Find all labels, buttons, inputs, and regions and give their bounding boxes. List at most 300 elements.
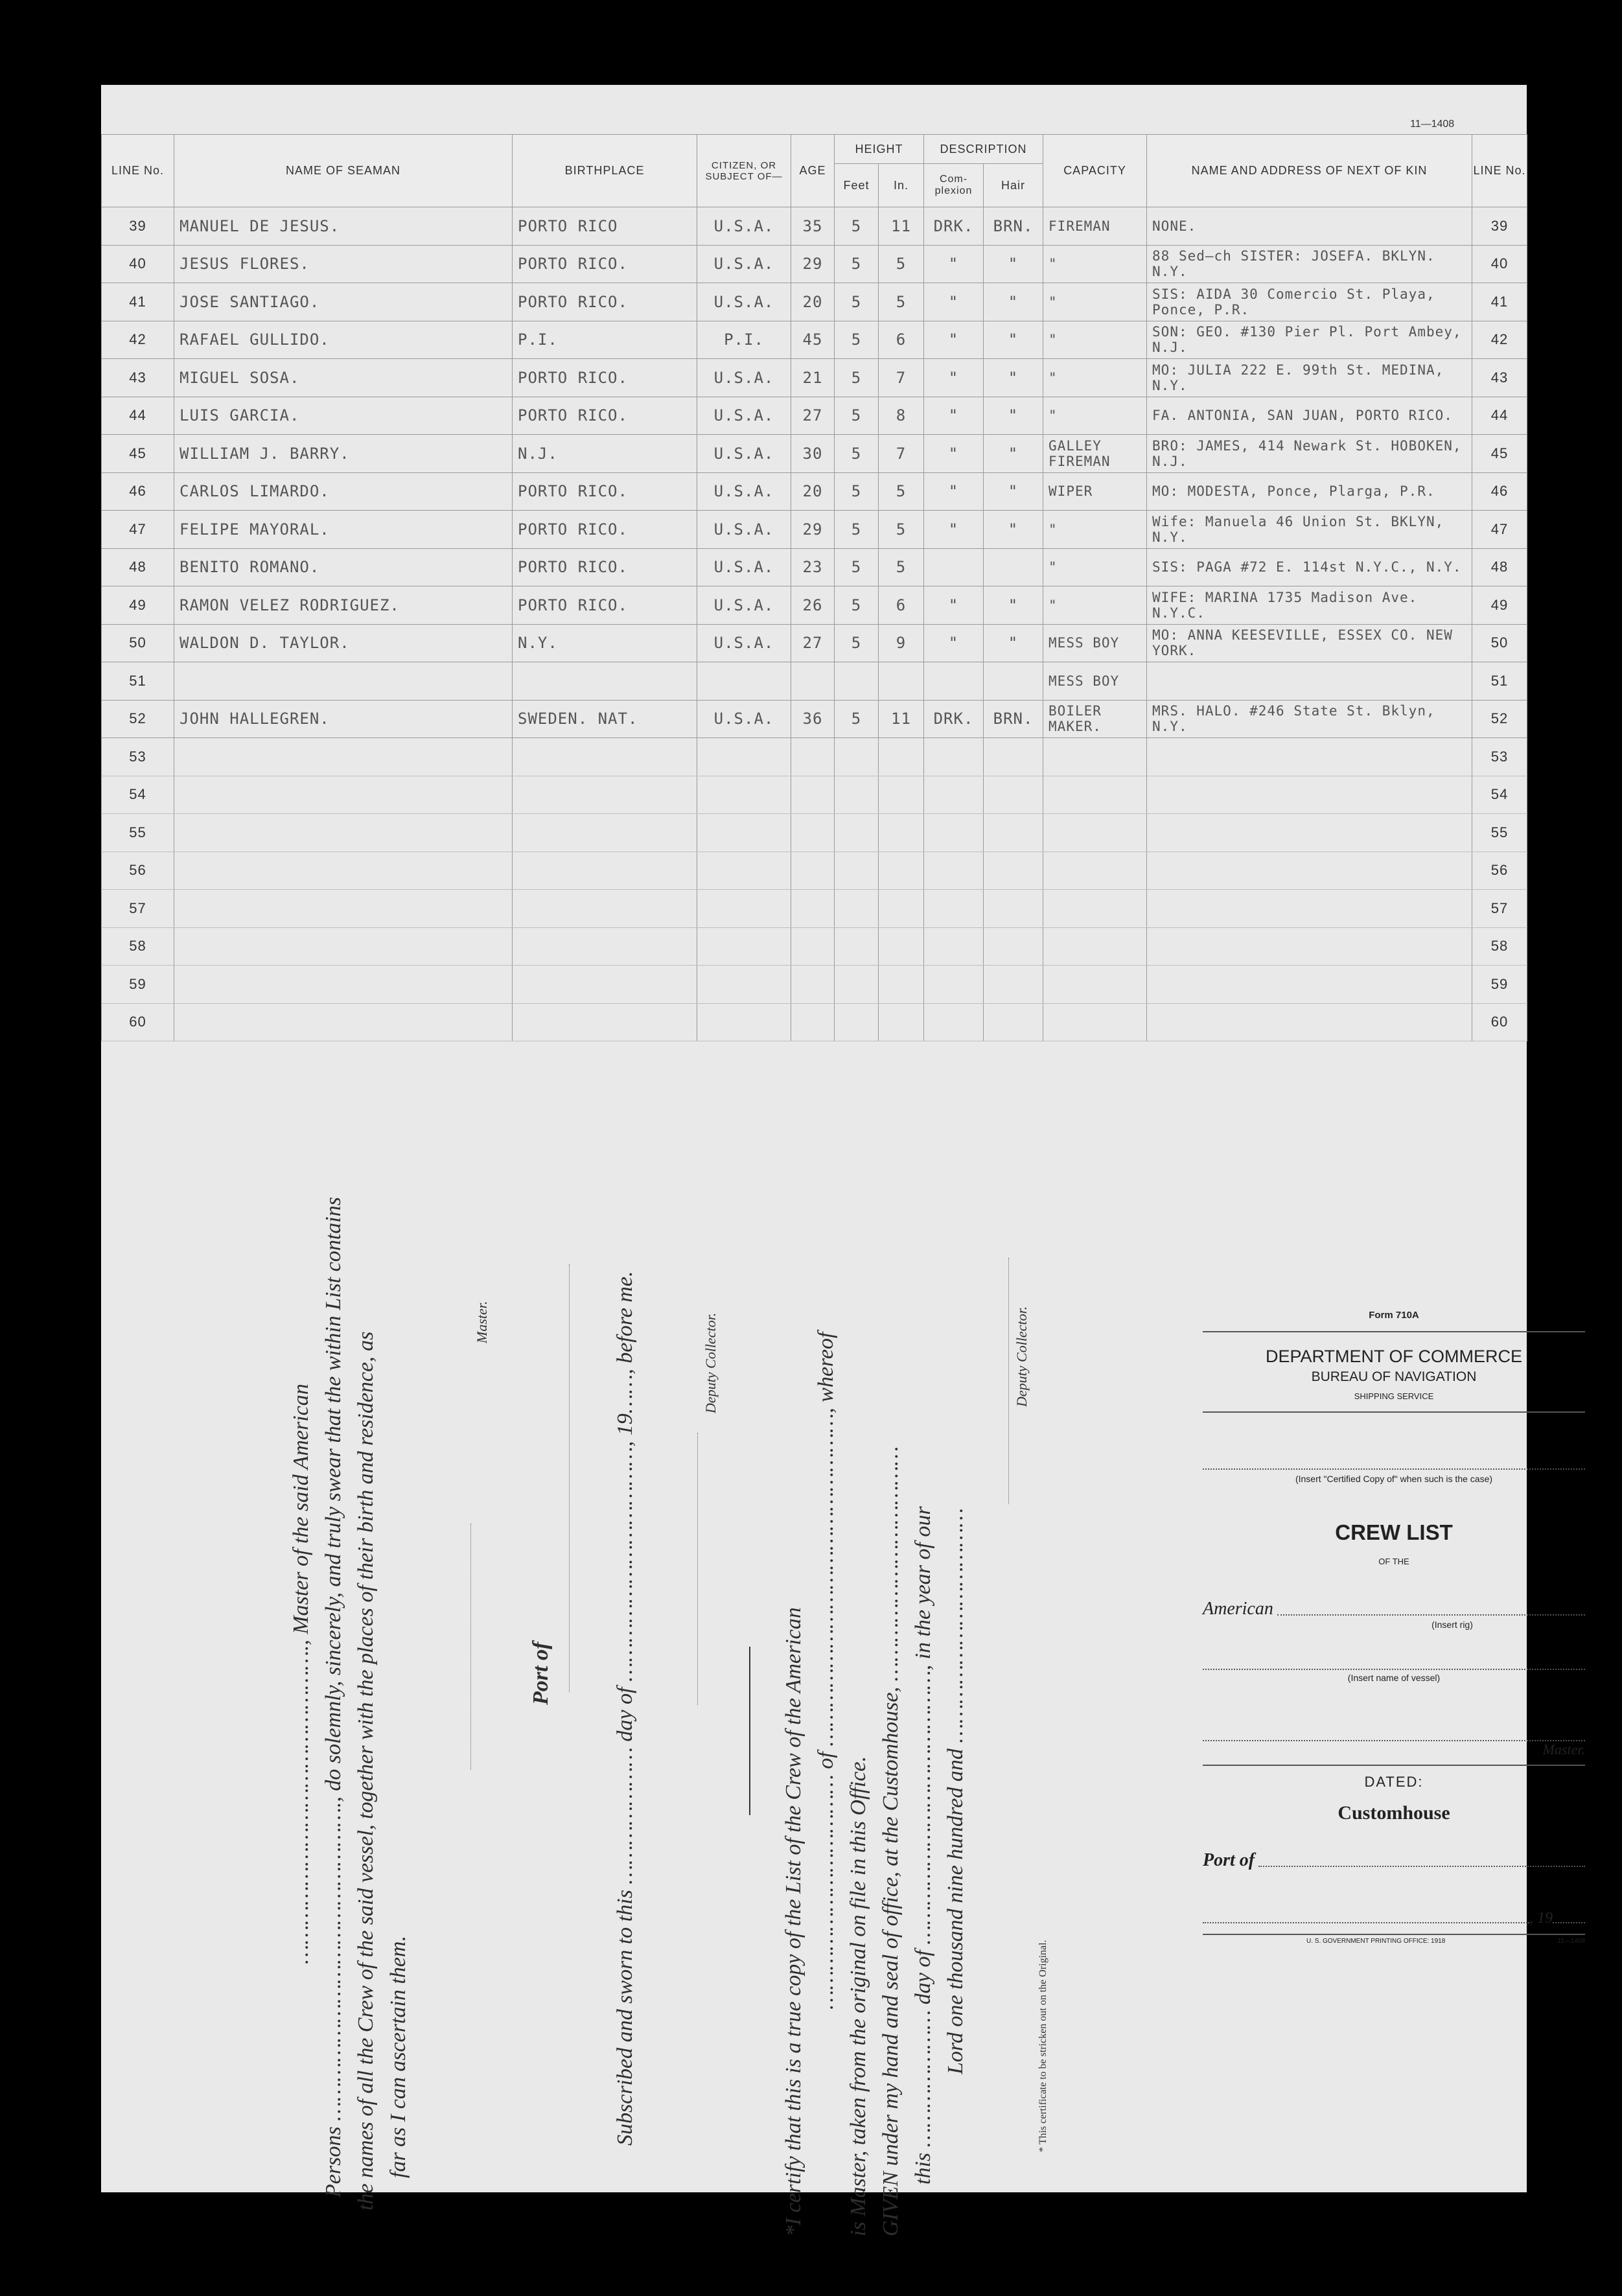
line-no-right-cell: 43 <box>1472 359 1527 397</box>
complexion-cell: " <box>924 586 984 625</box>
height-inches-cell: 11 <box>879 700 924 738</box>
header-age: AGE <box>791 135 835 207</box>
complexion-cell: " <box>924 624 984 662</box>
height-inches-cell: 9 <box>879 624 924 662</box>
port-of-line <box>569 1264 570 1692</box>
birthplace-cell: PORTO RICO. <box>513 283 697 321</box>
dated-label: DATED: <box>1364 1774 1424 1790</box>
height-inches-cell: 5 <box>879 472 924 511</box>
height-inches-cell: 11 <box>879 207 924 246</box>
complexion-cell: " <box>924 321 984 359</box>
capacity-cell <box>1043 738 1147 776</box>
capacity-cell: " <box>1043 397 1147 435</box>
birthplace-cell <box>513 890 697 928</box>
next-of-kin-cell <box>1147 890 1472 928</box>
age-cell <box>791 966 835 1004</box>
crew-table <box>101 134 1527 1041</box>
height-inches-cell <box>879 814 924 852</box>
table-row <box>102 397 1527 435</box>
complexion-cell: " <box>924 511 984 549</box>
birthplace-cell: PORTO RICO. <box>513 397 697 435</box>
line-no-cell: 51 <box>102 662 174 701</box>
birthplace-cell: SWEDEN. NAT. <box>513 700 697 738</box>
hair-cell: BRN. <box>984 700 1043 738</box>
seaman-name-cell: CARLOS LIMARDO. <box>174 472 513 511</box>
citizenship-cell <box>697 966 791 1004</box>
line-no-cell: 53 <box>102 738 174 776</box>
height-feet-cell: 5 <box>835 586 879 625</box>
line-no-cell: 40 <box>102 245 174 283</box>
next-of-kin-cell: 88 Sed—ch SISTER: JOSEFA. BKLYN. N.Y. <box>1147 245 1472 283</box>
header-citizen: CITIZEN, OR SUBJECT OF— <box>697 135 791 207</box>
seaman-name-cell: RAFAEL GULLIDO. <box>174 321 513 359</box>
line-no-right-cell: 58 <box>1472 927 1527 966</box>
seaman-name-cell <box>174 776 513 814</box>
line-no-right-cell: 45 <box>1472 435 1527 473</box>
line-no-cell: 49 <box>102 586 174 625</box>
age-cell <box>791 738 835 776</box>
height-inches-cell <box>879 966 924 1004</box>
line-no-right-cell: 54 <box>1472 776 1527 814</box>
capacity-cell: " <box>1043 245 1147 283</box>
header-line-no-right: LINE No. <box>1472 135 1527 207</box>
age-cell <box>791 927 835 966</box>
table-row <box>102 624 1527 662</box>
complexion-cell: " <box>924 397 984 435</box>
oath-line-4: far as I can ascertain them. <box>386 1936 410 2178</box>
header-next-of-kin: NAME AND ADDRESS OF NEXT OF KIN <box>1147 135 1472 207</box>
height-inches-cell <box>879 1003 924 1041</box>
hair-cell: " <box>984 435 1043 473</box>
port-field <box>1258 1866 1585 1867</box>
age-cell <box>791 662 835 701</box>
hair-cell <box>984 890 1043 928</box>
capacity-cell: " <box>1043 548 1147 586</box>
height-feet-cell: 5 <box>835 700 879 738</box>
oath-line-3: the names of all the Crew of the said vessel, together with the places of their birth and residence, as <box>354 1331 378 2210</box>
insert-rig-note: (Insert rig) <box>1431 1619 1473 1630</box>
next-of-kin-cell: FA. ANTONIA, SAN JUAN, PORTO RICO. <box>1147 397 1472 435</box>
next-of-kin-cell: SIS: PAGA #72 E. 114st N.Y.C., N.Y. <box>1147 548 1472 586</box>
next-of-kin-cell: WIFE: MARINA 1735 Madison Ave. N.Y.C. <box>1147 586 1472 625</box>
citizenship-cell: U.S.A. <box>697 548 791 586</box>
citizenship-cell: U.S.A. <box>697 397 791 435</box>
height-feet-cell <box>835 738 879 776</box>
age-cell: 27 <box>791 624 835 662</box>
hair-cell <box>984 662 1043 701</box>
complexion-cell: " <box>924 359 984 397</box>
birthplace-cell <box>513 1003 697 1041</box>
line-no-cell: 45 <box>102 435 174 473</box>
footnote: * This certificate to be stricken out on the Original. <box>1037 1940 1049 2152</box>
birthplace-cell: PORTO RICO. <box>513 245 697 283</box>
complexion-cell <box>924 890 984 928</box>
line-no-right-cell: 40 <box>1472 245 1527 283</box>
table-row <box>102 435 1527 473</box>
citizenship-cell <box>697 1003 791 1041</box>
citizenship-cell <box>697 852 791 890</box>
age-cell <box>791 890 835 928</box>
line-no-right-cell: 41 <box>1472 283 1527 321</box>
american-label: American <box>1203 1599 1273 1619</box>
age-cell <box>791 1003 835 1041</box>
next-of-kin-cell <box>1147 776 1472 814</box>
header-feet: Feet <box>835 164 879 207</box>
height-inches-cell: 6 <box>879 586 924 625</box>
hair-cell <box>984 738 1043 776</box>
height-inches-cell <box>879 890 924 928</box>
age-cell: 20 <box>791 472 835 511</box>
seaman-name-cell: WILLIAM J. BARRY. <box>174 435 513 473</box>
hair-cell: " <box>984 283 1043 321</box>
line-no-cell: 52 <box>102 700 174 738</box>
complexion-cell: DRK. <box>924 207 984 246</box>
oath-line-1: …………………………………………., Master of the said American <box>289 1384 313 1964</box>
seaman-name-cell: MANUEL DE JESUS. <box>174 207 513 246</box>
header-height: HEIGHT <box>835 135 924 164</box>
seaman-name-cell: RAMON VELEZ RODRIGUEZ. <box>174 586 513 625</box>
seaman-name-cell: MIGUEL SOSA. <box>174 359 513 397</box>
height-feet-cell: 5 <box>835 245 879 283</box>
next-of-kin-cell <box>1147 738 1472 776</box>
complexion-cell <box>924 927 984 966</box>
next-of-kin-cell: Wife: Manuela 46 Union St. BKLYN, N.Y. <box>1147 511 1472 549</box>
line-no-cell: 59 <box>102 966 174 1004</box>
birthplace-cell <box>513 662 697 701</box>
birthplace-cell <box>513 776 697 814</box>
seaman-name-cell <box>174 890 513 928</box>
cert-line-6: Lord one thousand nine hundred and ……………………………… <box>944 1507 967 2074</box>
birthplace-cell: PORTO RICO. <box>513 511 697 549</box>
next-of-kin-cell: BRO: JAMES, 414 Newark St. HOBOKEN, N.J. <box>1147 435 1472 473</box>
next-of-kin-cell <box>1147 852 1472 890</box>
age-cell: 30 <box>791 435 835 473</box>
height-inches-cell <box>879 852 924 890</box>
cert-line-5: this ………………… day of ……………………………………, in the year of our <box>911 1506 935 2185</box>
citizenship-cell <box>697 814 791 852</box>
hair-cell: " <box>984 245 1043 283</box>
next-of-kin-cell <box>1147 814 1472 852</box>
next-of-kin-cell <box>1147 662 1472 701</box>
birthplace-cell <box>513 927 697 966</box>
hair-cell <box>984 548 1043 586</box>
line-no-cell: 46 <box>102 472 174 511</box>
form-number: 11—1408 <box>1410 119 1455 130</box>
age-cell: 20 <box>791 283 835 321</box>
cert-line-1: *I certify that this is a true copy of the List of the Crew of the American <box>782 1607 805 2236</box>
line-no-cell: 56 <box>102 852 174 890</box>
subscribed-line: Subscribed and sworn to this ………………… day of ………………………………, 19……, before me. <box>613 1271 637 2146</box>
capacity-cell: BOILER MAKER. <box>1043 700 1147 738</box>
complexion-cell <box>924 1003 984 1041</box>
complexion-cell <box>924 548 984 586</box>
deputy-signature-line-2 <box>1008 1258 1009 1504</box>
line-no-cell: 43 <box>102 359 174 397</box>
header-name: NAME OF SEAMAN <box>174 135 513 207</box>
capacity-cell <box>1043 927 1147 966</box>
line-no-right-cell: 44 <box>1472 397 1527 435</box>
capacity-cell <box>1043 966 1147 1004</box>
height-inches-cell <box>879 738 924 776</box>
line-no-right-cell: 51 <box>1472 662 1527 701</box>
capacity-cell: MESS BOY <box>1043 624 1147 662</box>
line-no-right-cell: 42 <box>1472 321 1527 359</box>
of-the-label: OF THE <box>1378 1557 1409 1566</box>
height-feet-cell: 5 <box>835 207 879 246</box>
hair-cell: " <box>984 359 1043 397</box>
header-complexion: Com-plexion <box>924 164 984 207</box>
hair-cell: " <box>984 321 1043 359</box>
deputy-signature-line-1 <box>697 1433 698 1705</box>
line-no-cell: 48 <box>102 548 174 586</box>
line-no-right-cell: 53 <box>1472 738 1527 776</box>
line-no-right-cell: 60 <box>1472 1003 1527 1041</box>
height-feet-cell: 5 <box>835 624 879 662</box>
height-feet-cell: 5 <box>835 435 879 473</box>
birthplace-cell: PORTO RICO. <box>513 548 697 586</box>
next-of-kin-cell: MO: JULIA 222 E. 99th St. MEDINA, N.Y. <box>1147 359 1472 397</box>
next-of-kin-cell: SIS: AIDA 30 Comercio St. Playa, Ponce, P.R. <box>1147 283 1472 321</box>
citizenship-cell: U.S.A. <box>697 472 791 511</box>
line-no-right-cell: 39 <box>1472 207 1527 246</box>
height-feet-cell: 5 <box>835 397 879 435</box>
table-row <box>102 927 1527 966</box>
age-cell: 36 <box>791 700 835 738</box>
complexion-cell: DRK. <box>924 700 984 738</box>
seaman-name-cell <box>174 814 513 852</box>
seaman-name-cell <box>174 966 513 1004</box>
age-cell: 29 <box>791 511 835 549</box>
height-feet-cell: 5 <box>835 548 879 586</box>
year-label: , 19 <box>1529 1910 1553 1927</box>
citizenship-cell: U.S.A. <box>697 359 791 397</box>
complexion-cell <box>924 966 984 1004</box>
seaman-name-cell: FELIPE MAYORAL. <box>174 511 513 549</box>
line-no-right-cell: 56 <box>1472 852 1527 890</box>
height-inches-cell <box>879 776 924 814</box>
birthplace-cell: N.Y. <box>513 624 697 662</box>
complexion-cell <box>924 662 984 701</box>
hair-cell <box>984 1003 1043 1041</box>
complexion-cell: " <box>924 245 984 283</box>
age-cell: 35 <box>791 207 835 246</box>
height-feet-cell <box>835 662 879 701</box>
next-of-kin-cell: NONE. <box>1147 207 1472 246</box>
complexion-cell <box>924 776 984 814</box>
hair-cell <box>984 814 1043 852</box>
table-row <box>102 890 1527 928</box>
next-of-kin-cell: MRS. HALO. #246 State St. Bklyn, N.Y. <box>1147 700 1472 738</box>
hair-cell: " <box>984 397 1043 435</box>
seaman-name-cell <box>174 927 513 966</box>
birthplace-cell <box>513 966 697 1004</box>
table-row <box>102 207 1527 246</box>
capacity-cell: MESS BOY <box>1043 662 1147 701</box>
citizenship-cell: U.S.A. <box>697 207 791 246</box>
bureau-title: BUREAU OF NAVIGATION <box>1311 1369 1477 1384</box>
capacity-cell <box>1043 776 1147 814</box>
rig-field <box>1277 1614 1585 1616</box>
citizenship-cell: U.S.A. <box>697 435 791 473</box>
line-no-cell: 54 <box>102 776 174 814</box>
table-row <box>102 321 1527 359</box>
citizenship-cell <box>697 927 791 966</box>
line-no-right-cell: 49 <box>1472 586 1527 625</box>
capacity-cell: GALLEY FIREMAN <box>1043 435 1147 473</box>
height-inches-cell: 5 <box>879 511 924 549</box>
table-row <box>102 283 1527 321</box>
height-feet-cell: 5 <box>835 359 879 397</box>
age-cell: 29 <box>791 245 835 283</box>
port-of-label-panel: Port of <box>1203 1850 1255 1870</box>
age-cell: 23 <box>791 548 835 586</box>
seaman-name-cell: JOHN HALLEGREN. <box>174 700 513 738</box>
seaman-name-cell <box>174 1003 513 1041</box>
citizenship-cell <box>697 890 791 928</box>
hair-cell: " <box>984 472 1043 511</box>
seaman-name-cell: WALDON D. TAYLOR. <box>174 624 513 662</box>
citizenship-cell: U.S.A. <box>697 586 791 625</box>
height-inches-cell: 5 <box>879 245 924 283</box>
port-of-label: Port of <box>529 1641 553 1705</box>
cert-line-4: GIVEN under my hand and seal of office, at the Customhouse, ……………………………… <box>879 1446 903 2236</box>
hair-cell: " <box>984 586 1043 625</box>
birthplace-cell <box>513 852 697 890</box>
table-row <box>102 852 1527 890</box>
printing-office: U. S. GOVERNMENT PRINTING OFFICE: 1918 <box>1306 1938 1446 1945</box>
line-no-cell: 44 <box>102 397 174 435</box>
table-row <box>102 548 1527 586</box>
birthplace-cell <box>513 738 697 776</box>
birthplace-cell: PORTO RICO. <box>513 586 697 625</box>
height-feet-cell <box>835 927 879 966</box>
table-row <box>102 662 1527 701</box>
age-cell <box>791 776 835 814</box>
line-no-cell: 55 <box>102 814 174 852</box>
master-label: Master. <box>474 1301 490 1343</box>
table-row <box>102 472 1527 511</box>
complexion-cell: " <box>924 283 984 321</box>
table-row <box>102 738 1527 776</box>
insert-vessel-note: (Insert name of vessel) <box>1347 1673 1441 1683</box>
line-no-right-cell: 55 <box>1472 814 1527 852</box>
complexion-cell: " <box>924 472 984 511</box>
line-no-cell: 57 <box>102 890 174 928</box>
vessel-field <box>1203 1669 1585 1670</box>
capacity-cell: FIREMAN <box>1043 207 1147 246</box>
master-label-panel: Master. <box>1542 1741 1585 1757</box>
oath-line-2: Persons …………………………………………., do solemnly, sincerely, and truly swear that the within List contains <box>321 1197 345 2197</box>
complexion-cell <box>924 852 984 890</box>
table-row <box>102 586 1527 625</box>
capacity-cell <box>1043 1003 1147 1041</box>
citizenship-cell: U.S.A. <box>697 283 791 321</box>
height-feet-cell <box>835 966 879 1004</box>
birthplace-cell: PORTO RICO. <box>513 472 697 511</box>
next-of-kin-cell: SON: GEO. #130 Pier Pl. Port Ambey, N.J. <box>1147 321 1472 359</box>
table-row <box>102 245 1527 283</box>
birthplace-cell: PORTO RICO <box>513 207 697 246</box>
height-feet-cell <box>835 776 879 814</box>
height-inches-cell <box>879 927 924 966</box>
hair-cell: " <box>984 624 1043 662</box>
age-cell: 45 <box>791 321 835 359</box>
line-no-cell: 41 <box>102 283 174 321</box>
capacity-cell <box>1043 852 1147 890</box>
age-cell: 26 <box>791 586 835 625</box>
height-feet-cell <box>835 1003 879 1041</box>
header-inches: In. <box>879 164 924 207</box>
line-no-cell: 39 <box>102 207 174 246</box>
capacity-cell <box>1043 814 1147 852</box>
seaman-name-cell: JOSE SANTIAGO. <box>174 283 513 321</box>
seaman-name-cell: LUIS GARCIA. <box>174 397 513 435</box>
height-feet-cell <box>835 890 879 928</box>
height-feet-cell: 5 <box>835 283 879 321</box>
table-row <box>102 511 1527 549</box>
department-title: DEPARTMENT OF COMMERCE <box>1265 1347 1523 1366</box>
age-cell: 27 <box>791 397 835 435</box>
next-of-kin-cell: MO: MODESTA, Ponce, Plarga, P.R. <box>1147 472 1472 511</box>
height-feet-cell: 5 <box>835 472 879 511</box>
seaman-name-cell: JESUS FLORES. <box>174 245 513 283</box>
line-no-right-cell: 50 <box>1472 624 1527 662</box>
form-label: Form 710A <box>1369 1310 1419 1321</box>
hair-cell <box>984 776 1043 814</box>
birthplace-cell: PORTO RICO. <box>513 359 697 397</box>
table-row <box>102 814 1527 852</box>
service-title: SHIPPING SERVICE <box>1354 1391 1434 1401</box>
seaman-name-cell <box>174 852 513 890</box>
hair-cell: " <box>984 511 1043 549</box>
complexion-cell <box>924 814 984 852</box>
line-no-right-cell: 59 <box>1472 966 1527 1004</box>
deputy-collector-label-1: Deputy Collector. <box>702 1312 719 1413</box>
line-no-cell: 50 <box>102 624 174 662</box>
date-field <box>1203 1922 1529 1923</box>
master-signature-line <box>470 1524 471 1770</box>
header-capacity: CAPACITY <box>1043 135 1147 207</box>
table-row <box>102 1003 1527 1041</box>
age-cell: 21 <box>791 359 835 397</box>
birthplace-cell <box>513 814 697 852</box>
next-of-kin-cell <box>1147 1003 1472 1041</box>
height-inches-cell: 5 <box>879 283 924 321</box>
next-of-kin-cell <box>1147 966 1472 1004</box>
header-description: DESCRIPTION <box>924 135 1043 164</box>
oath-section <box>289 1197 1112 2236</box>
complexion-cell: " <box>924 435 984 473</box>
hair-cell <box>984 927 1043 966</box>
birthplace-cell: P.I. <box>513 321 697 359</box>
height-feet-cell: 5 <box>835 321 879 359</box>
citizenship-cell <box>697 776 791 814</box>
cert-line-3: is Master, taken from the original on file in this Office. <box>846 1756 870 2236</box>
cover-panel <box>1203 1310 1585 1945</box>
line-no-right-cell: 47 <box>1472 511 1527 549</box>
citizenship-cell: U.S.A. <box>697 700 791 738</box>
header-birthplace: BIRTHPLACE <box>513 135 697 207</box>
crew-list-sheet <box>101 85 1585 2236</box>
cert-line-2: ……………………………… of ……………………………………………, whereof <box>814 1332 838 2010</box>
seaman-name-cell: BENITO ROMANO. <box>174 548 513 586</box>
customhouse-label: Customhouse <box>1338 1802 1450 1824</box>
table-row <box>102 700 1527 738</box>
citizenship-cell <box>697 738 791 776</box>
capacity-cell: " <box>1043 321 1147 359</box>
height-feet-cell: 5 <box>835 511 879 549</box>
divider <box>749 1647 750 1815</box>
